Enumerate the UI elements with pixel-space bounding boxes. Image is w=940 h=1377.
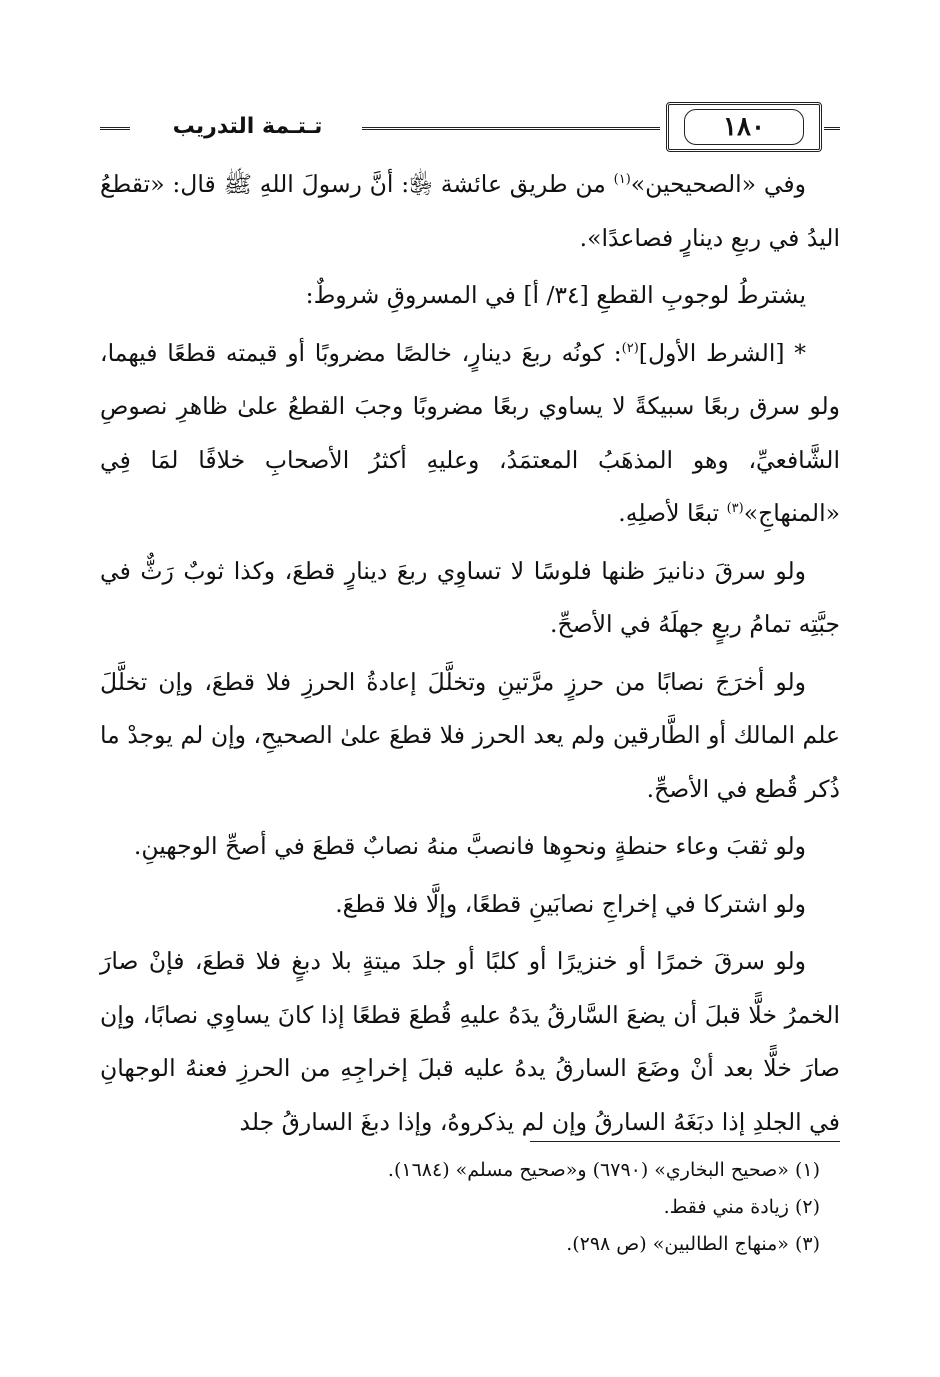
footnote: (١) «صحيح البخاري» (٦٧٩٠) و«صحيح مسلم» (١٦٨٤). [387, 1159, 820, 1181]
main-text [100, 158, 840, 1153]
running-title: تـتـمة التدريب [172, 114, 323, 139]
footnotes [120, 1152, 820, 1263]
paragraph: ولو سرقَ خمرًا أو خنزيرًا أو كلبًا أو جلدَ ميتةٍ بلا دبغٍ فلا قطعَ، فإنْ صارَ الخمرُ خلًّا قبلَ أن يضعَ السَّارقُ يدَهُ عليهِ قُطعَ قطعًا إذا كانَ يساوِي نصابًا، وإن صارَ خلًّا بعد أنْ وضَعَ السارقُ يدهُ عليه قبلَ إخراجِهِ من الحرزِ فعنهُ الوجهانِ في الجلدِ إذا دبَغَهُ السارقُ وإن لم يذكروهُ، وإذا دبغَ السارقُ جلد [100, 947, 840, 1136]
paragraph: وفي «الصحيحين»$^{(١)}$ من طريق عائشة ﵂: أنَّ رسولَ اللهِ ﷺ قال: «تقطعُ اليدُ في ربعِ دينارٍ فصاعدًا». [100, 170, 840, 252]
footnote-ref: (٢) [621, 340, 639, 356]
page-number-frame [666, 102, 822, 152]
page-number: ١٨٠ [684, 109, 804, 145]
footnote-ref: (٣) [726, 501, 744, 517]
footnote: (٣) «منهاج الطالبين» (ص ٢٩٨). [566, 1233, 820, 1255]
paragraph: يشترطُ لوجوبِ القطعِ [٣٤/ أ] في المسروقِ شروطٌ: [305, 281, 806, 309]
footnote-separator [530, 1141, 840, 1142]
header-rule-middle [362, 127, 660, 130]
paragraph: ولو سرقَ دنانيرَ ظنها فلوسًا لا تساوِي ربعَ دينارٍ قطعَ، وكذا ثوبٌ رَثٌّ في جبَّتِه تمامُ ربعٍ جهلَهُ في الأصحِّ. [100, 556, 840, 638]
header-rule-right [824, 127, 840, 130]
paragraph: ولو اشتركا في إخراجِ نصابَينِ قطعًا، وإلَّا فلا قطعَ. [335, 889, 806, 918]
footnote-ref: (١) [613, 172, 631, 188]
page-header [100, 102, 840, 156]
header-rule-left [100, 127, 130, 130]
paragraph: * [الشرط الأول]$^{(٢)}$: كونُه ربعَ دينارٍ، خالصًا مضروبًا أو قيمته قطعًا فيهما، ولو سرق ربعًا سبيكةً لا يساوي ربعًا مضروبًا وجبَ القطعُ علىٰ ظاهرِ نصوصِ الشَّافعيِّ، وهو المذهَبُ المعتمَدُ، وعليهِ أكثرُ الأصحابِ خلافًا لمَا فِي «المنهاجِ»$^{(٣)}$ تبعًا لأصلِهِ. [100, 338, 840, 527]
paragraph: ولو أخرَجَ نصابًا من حرزٍ مرَّتينِ وتخلَّلَ إعادةُ الحرزِ فلا قطعَ، وإن تخلَّلَ علم المالك أو الطَّارقين ولم يعد الحرز فلا قطعَ علىٰ الصحيحِ، وإن لم يوجدْ ما ذُكر قُطع في الأصحِّ. [100, 667, 840, 803]
paragraph: ولو ثقبَ وعاء حنطةٍ ونحوِها فانصبَّ منهُ نصابٌ قطعَ في أصحِّ الوجهينِ. [133, 832, 806, 860]
footnote: (٢) زيادة مني فقط. [663, 1196, 820, 1218]
